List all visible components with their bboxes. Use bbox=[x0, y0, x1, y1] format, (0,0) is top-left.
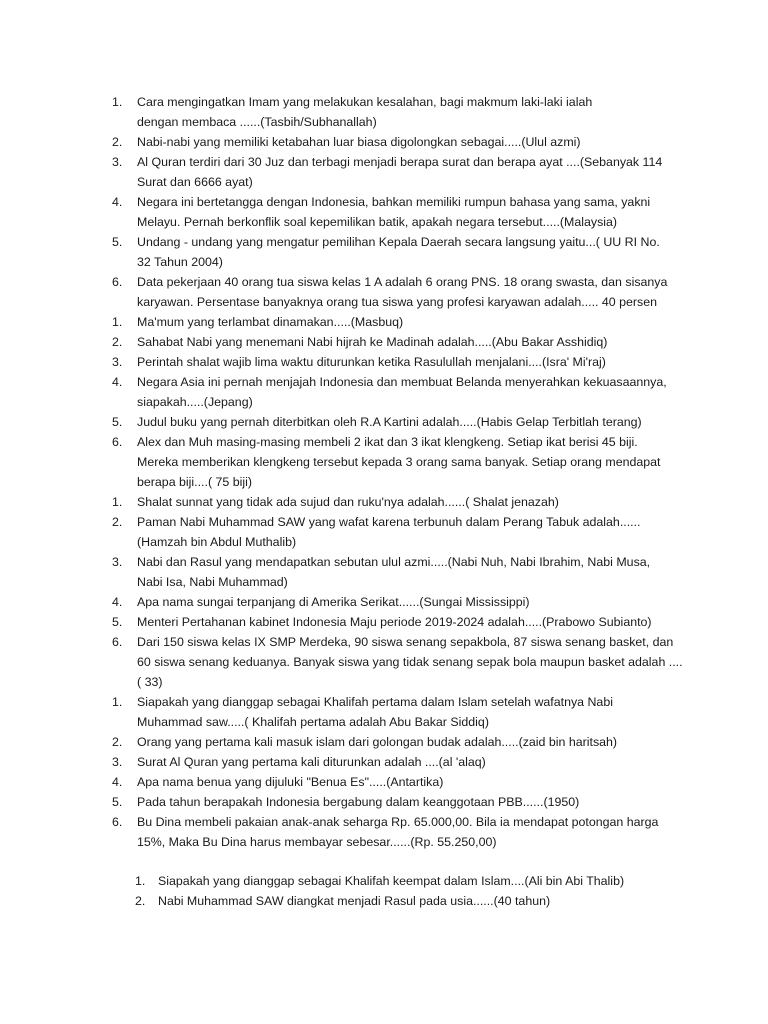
item-text: Shalat sunnat yang tidak ada sujud dan ruku'nya adalah......( Shalat jenazah) bbox=[137, 495, 559, 509]
item-text-continued: 60 siswa senang keduanya. Banyak siswa yang tidak senang sepak bola maupun basket adalah .... bbox=[137, 655, 683, 669]
item-number: 2. bbox=[112, 735, 123, 749]
list-item bbox=[0, 312, 768, 332]
item-text: Apa nama benua yang dijuluki "Benua Es".....(Antartika) bbox=[137, 775, 444, 789]
item-text-continued-2: ( 33) bbox=[137, 675, 163, 689]
item-number: 3. bbox=[112, 355, 123, 369]
item-text: Dari 150 siswa kelas IX SMP Merdeka, 90 siswa senang sepakbola, 87 siswa senang basket, dan bbox=[137, 635, 674, 649]
item-text: Judul buku yang pernah diterbitkan oleh R.A Kartini adalah.....(Habis Gelap Terbitlah terang) bbox=[137, 415, 642, 429]
item-text: Paman Nabi Muhammad SAW yang wafat karena terbunuh dalam Perang Tabuk adalah...... bbox=[137, 515, 641, 529]
item-number: 5. bbox=[112, 415, 123, 429]
list-item bbox=[0, 812, 768, 852]
item-text: Orang yang pertama kali masuk islam dari golongan budak adalah.....(zaid bin haritsah) bbox=[137, 735, 618, 749]
item-text-continued: Mereka memberikan klengkeng tersebut kepada 3 orang sama banyak. Setiap orang mendapat bbox=[137, 455, 661, 469]
item-number: 6. bbox=[112, 815, 123, 829]
item-number: 4. bbox=[112, 595, 123, 609]
list-item bbox=[0, 891, 768, 911]
item-number: 6. bbox=[112, 635, 123, 649]
item-text: Pada tahun berapakah Indonesia bergabung dalam keanggotaan PBB......(1950) bbox=[137, 795, 580, 809]
item-text: Sahabat Nabi yang menemani Nabi hijrah ke Madinah adalah.....(Abu Bakar Asshidiq) bbox=[137, 335, 608, 349]
list-item bbox=[0, 332, 768, 352]
item-number: 1. bbox=[112, 95, 123, 109]
list-item bbox=[0, 592, 768, 612]
item-text-continued: 15%, Maka Bu Dina harus membayar sebesar......(Rp. 55.250,00) bbox=[137, 835, 497, 849]
list-item bbox=[0, 512, 768, 552]
item-text: Data pekerjaan 40 orang tua siswa kelas 1 A adalah 6 orang PNS. 18 orang swasta, dan sisanya bbox=[137, 275, 668, 289]
list-item bbox=[0, 692, 768, 732]
list-item bbox=[0, 232, 768, 272]
item-text-continued: Muhammad saw.....( Khalifah pertama adalah Abu Bakar Siddiq) bbox=[137, 715, 489, 729]
item-text-continued: Melayu. Pernah berkonflik soal kepemilikan batik, apakah negara tersebut.....(Malaysia) bbox=[137, 215, 618, 229]
item-number: 2. bbox=[112, 335, 123, 349]
list-item bbox=[0, 352, 768, 372]
list-item bbox=[0, 732, 768, 752]
list-item bbox=[0, 612, 768, 632]
item-text: Ma'mum yang terlambat dinamakan.....(Masbuq) bbox=[137, 315, 404, 329]
item-number: 1. bbox=[135, 874, 146, 888]
item-number: 4. bbox=[112, 775, 123, 789]
item-text: Negara ini bertetangga dengan Indonesia, bahkan memiliki rumpun bahasa yang sama, yakni bbox=[137, 195, 651, 209]
item-text: Perintah shalat wajib lima waktu diturunkan ketika Rasulullah menjalani....(Isra' Mi'raj) bbox=[137, 355, 606, 369]
list-item bbox=[0, 632, 768, 692]
item-text: Nabi-nabi yang memiliki ketabahan luar biasa digolongkan sebagai.....(Ulul azmi) bbox=[137, 135, 581, 149]
item-text-continued: siapakah.....(Jepang) bbox=[137, 395, 253, 409]
item-text: Alex dan Muh masing-masing membeli 2 ikat dan 3 ikat klengkeng. Setiap ikat berisi 45 biji. bbox=[137, 435, 638, 449]
item-text-continued-2: berapa biji....( 75 biji) bbox=[137, 475, 253, 489]
item-number: 1. bbox=[112, 495, 123, 509]
item-number: 2. bbox=[112, 135, 123, 149]
item-number: 2. bbox=[112, 515, 123, 529]
item-number: 4. bbox=[112, 375, 123, 389]
item-text: Surat Al Quran yang pertama kali diturunkan adalah ....(al 'alaq) bbox=[137, 755, 486, 769]
item-number: 1. bbox=[112, 695, 123, 709]
item-number: 3. bbox=[112, 555, 123, 569]
item-text-continued: Surat dan 6666 ayat) bbox=[137, 175, 253, 189]
item-text: Siapakah yang dianggap sebagai Khalifah keempat dalam Islam....(Ali bin Abi Thalib) bbox=[158, 874, 625, 888]
item-text: Siapakah yang dianggap sebagai Khalifah pertama dalam Islam setelah wafatnya Nabi bbox=[137, 695, 613, 709]
list-item bbox=[0, 552, 768, 592]
item-number: 3. bbox=[112, 155, 123, 169]
item-number: 1. bbox=[112, 315, 123, 329]
list-item bbox=[0, 792, 768, 812]
item-text-continued: (Hamzah bin Abdul Muthalib) bbox=[137, 535, 297, 549]
list-item bbox=[0, 432, 768, 492]
list-item bbox=[0, 412, 768, 432]
item-text-continued: Nabi Isa, Nabi Muhammad) bbox=[137, 575, 288, 589]
item-text: Apa nama sungai terpanjang di Amerika Serikat......(Sungai Mississippi) bbox=[137, 595, 530, 609]
item-number: 5. bbox=[112, 235, 123, 249]
spacer bbox=[0, 852, 768, 871]
list-item bbox=[0, 772, 768, 792]
list-item bbox=[0, 192, 768, 232]
item-number: 5. bbox=[112, 615, 123, 629]
item-text: Undang - undang yang mengatur pemilihan Kepala Daerah secara langsung yaitu...( UU RI No. bbox=[137, 235, 660, 249]
item-text: Al Quran terdiri dari 30 Juz dan terbagi menjadi berapa surat dan berapa ayat ....(Sebanyak 114 bbox=[137, 155, 663, 169]
item-text: Nabi dan Rasul yang mendapatkan sebutan ulul azmi.....(Nabi Nuh, Nabi Ibrahim, Nabi Musa, bbox=[137, 555, 651, 569]
item-text: Nabi Muhammad SAW diangkat menjadi Rasul pada usia......(40 tahun) bbox=[158, 894, 551, 908]
item-number: 2. bbox=[135, 894, 146, 908]
item-text-continued: 32 Tahun 2004) bbox=[137, 255, 223, 269]
list-item bbox=[0, 752, 768, 772]
item-text-continued: dengan membaca ......(Tasbih/Subhanallah) bbox=[137, 115, 377, 129]
item-number: 6. bbox=[112, 435, 123, 449]
list-item bbox=[0, 92, 768, 132]
item-text: Bu Dina membeli pakaian anak-anak seharga Rp. 65.000,00. Bila ia mendapat potongan harga bbox=[137, 815, 659, 829]
item-text-continued: karyawan. Persentase banyaknya orang tua siswa yang profesi karyawan adalah..... 40 persen bbox=[137, 295, 658, 309]
list-item bbox=[0, 372, 768, 412]
list-item bbox=[0, 871, 768, 891]
list-item bbox=[0, 152, 768, 192]
list-item bbox=[0, 272, 768, 312]
item-text: Menteri Pertahanan kabinet Indonesia Maju periode 2019-2024 adalah.....(Prabowo Subianto) bbox=[137, 615, 652, 629]
item-number: 6. bbox=[112, 275, 123, 289]
item-text: Negara Asia ini pernah menjajah Indonesia dan membuat Belanda menyerahkan kekuasaannya, bbox=[137, 375, 667, 389]
list-item bbox=[0, 132, 768, 152]
item-number: 3. bbox=[112, 755, 123, 769]
list-item bbox=[0, 492, 768, 512]
item-number: 4. bbox=[112, 195, 123, 209]
question-list bbox=[0, 92, 768, 911]
item-number: 5. bbox=[112, 795, 123, 809]
item-text: Cara mengingatkan Imam yang melakukan kesalahan, bagi makmum laki-laki ialah bbox=[137, 95, 593, 109]
